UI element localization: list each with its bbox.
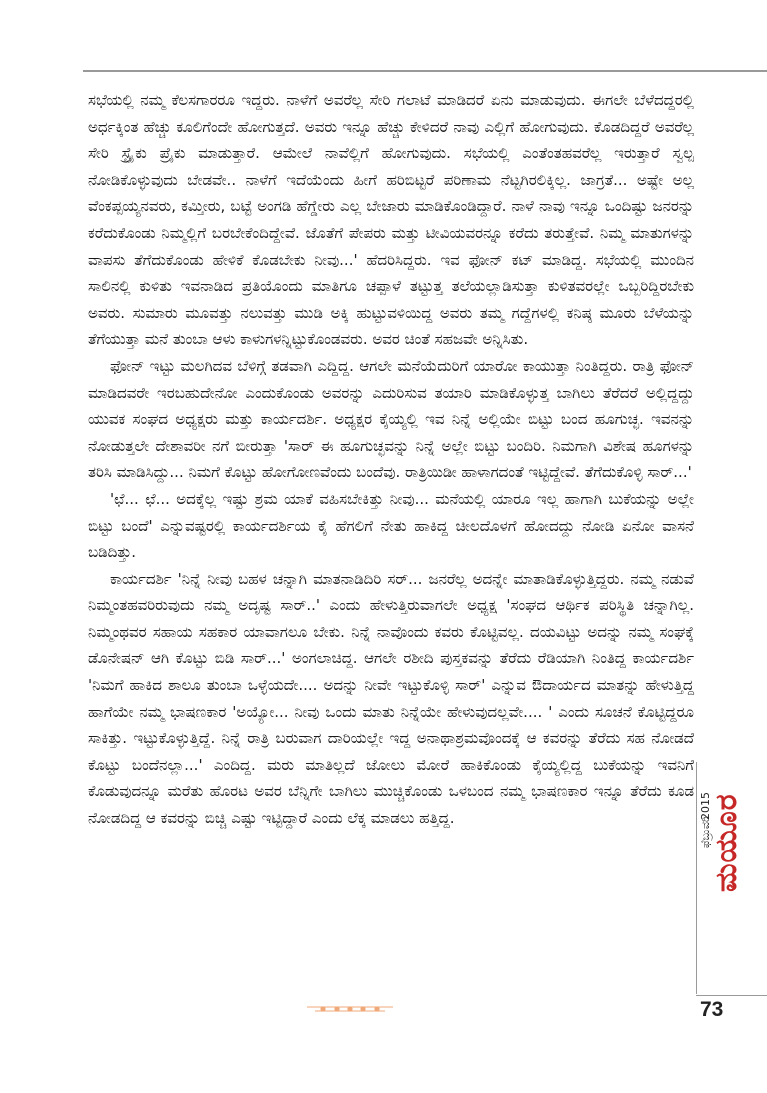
page-number: 73 [700,998,724,1021]
article-paragraph: ಸಭೆಯಲ್ಲಿ ನಮ್ಮ ಕೆಲಸಗಾರರೂ ಇದ್ದರು. ನಾಳೆಗೆ ಅವರೆಲ್ಲ ಸೇರಿ ಗಲಾಟೆ ಮಾಡಿದರೆ ಏನು ಮಾಡುವುದು. ಈಗಲೇ ಬೆಳೆದದ್ದರಲ್ಲಿ ಅರ್ಧಕ್ಕಿಂತ ಹೆಚ್ಚು ಕೂಲಿಗೆಂದೇ ಹೋಗುತ್ತದೆ. ಅವರು ಇನ್ನೂ ಹೆಚ್ಚು ಕೇಳಿದರೆ ನಾವು ಎಲ್ಲಿಗೆ ಹೋಗುವುದು. ಕೊಡದಿದ್ದರೆ ಅವರೆಲ್ಲ ಸೇರಿ ಸ್ಟ್ರೈಕು ಪ್ರೈಕು ಮಾಡುತ್ತಾರೆ. ಆಮೇಲೆ ನಾವೆಲ್ಲಿಗೆ ಹೋಗುವುದು. ಸಭೆಯಲ್ಲಿ ಎಂತೆಂತಹವರೆಲ್ಲ ಇರುತ್ತಾರೆ ಸ್ವಲ್ಪ ನೋಡಿಕೊಳ್ಳುವುದು ಬೇಡವೇ.. ನಾಳೆಗೆ ಇದೆಯೆಂದು ಹೀಗೆ ಹರಿಬಿಟ್ಟರೆ ಪರಿಣಾಮ ನೆಟ್ಟಗಿರಲಿಕ್ಕಿಲ್ಲ. ಜಾಗ್ರತೆ... ಅಷ್ಟೇ ಅಲ್ಲ ವೆಂಕಪ್ಪಯ್ಯನವರು, ಕಮ್ತೀರು, ಬಟ್ಟೆ ಅಂಗಡಿ ಹೆಗ್ಡೇರು ಎಲ್ಲ ಬೇಜಾರು ಮಾಡಿಕೊಂಡಿದ್ದಾರೆ. ನಾಳೆ ನಾವು ಇನ್ನೂ ಒಂದಿಷ್ಟು ಜನರನ್ನು ಕರೆದುಕೊಂಡು ನಿಮ್ಮಲ್ಲಿಗೆ ಬರಬೇಕೆಂದಿದ್ದೇವೆ. ಜೊತೆಗೆ ಪೇಪರು ಮತ್ತು ಟೀವಿಯವರನ್ನೂ ಕರೆದು ತರುತ್ತೇವೆ. ನಿಮ್ಮ ಮಾತುಗಳನ್ನು ವಾಪಸು ತೆಗೆದುಕೊಂಡು ಹೇಳಿಕೆ ಕೊಡಬೇಕು ನೀವು...' ಹೆದರಿಸಿದ್ದರು. ಇವ ಫೋನ್ ಕಟ್ ಮಾಡಿದ್ದ. ಸಭೆಯಲ್ಲಿ ಮುಂದಿನ ಸಾಲಿನಲ್ಲಿ ಕುಳಿತು ಇವನಾಡಿದ ಪ್ರತಿಯೊಂದು ಮಾತಿಗೂ ಚಪ್ಪಾಳೆ ತಟ್ಟುತ್ತ ತಲೆಯಲ್ಲಾಡಿಸುತ್ತಾ ಕುಳಿತವರಲ್ಲೇ ಒಬ್ಬರಿದ್ದಿರಬೇಕು ಅವರು. ಸುಮಾರು ಮೂವತ್ತು ನಲುವತ್ತು ಮುಡಿ ಅಕ್ಕಿ ಹುಟ್ಟುವಳಿಯಿದ್ದ ಅವರು ತಮ್ಮ ಗದ್ದೆಗಳಲ್ಲಿ ಕನಿಷ್ಠ ಮೂರು ಬೆಳೆಯನ್ನು ತೆಗೆಯುತ್ತಾ ಮನೆ ತುಂಬಾ ಆಳು ಕಾಳುಗಳನ್ನಿಟ್ಟುಕೊಂಡವರು. ಅವರ ಚಿಂತೆ ಸಹಜವೇ ಅನ್ನಿಸಿತು. [88,91,694,349]
issue-year: 2015 [699,792,712,820]
footer-ornament [307,1003,393,1015]
article-paragraph: ಫೋನ್ ಇಟ್ಟು ಮಲಗಿದವ ಬೆಳಿಗ್ಗೆ ತಡವಾಗಿ ಎದ್ದಿದ್ದ. ಆಗಲೇ ಮನೆಯೆದುರಿಗೆ ಯಾರೋ ಕಾಯುತ್ತಾ ನಿಂತಿದ್ದರು. ರಾತ್ರಿ ಫೋನ್ ಮಾಡಿದವರೇ ಇರಬಹುದೇನೋ ಎಂದುಕೊಂಡು ಅವರನ್ನು ಎದುರಿಸುವ ತಯಾರಿ ಮಾಡಿಕೊಳ್ಳುತ್ತ ಬಾಗಿಲು ತೆರೆದರೆ ಅಲ್ಲಿದ್ದದ್ದು ಯುವಕ ಸಂಘದ ಅಧ್ಯಕ್ಷರು ಮತ್ತು ಕಾರ್ಯದರ್ಶಿ. ಅಧ್ಯಕ್ಷರ ಕೈಯ್ಯಲ್ಲಿ ಇವ ನಿನ್ನೆ ಅಲ್ಲಿಯೇ ಬಿಟ್ಟು ಬಂದ ಹೂಗುಚ್ಛ. ಇವನನ್ನು ನೋಡುತ್ತಲೇ ದೇಶಾವರೀ ನಗೆ ಬೀರುತ್ತಾ 'ಸಾರ್ ಈ ಹೂಗುಚ್ಛವನ್ನು ನಿನ್ನೆ ಅಲ್ಲೇ ಬಿಟ್ಟು ಬಂದಿರಿ. ನಿಮಗಾಗಿ ವಿಶೇಷ ಹೂಗಳನ್ನು ತರಿಸಿ ಮಾಡಿಸಿದ್ದು... ನಿಮಗೆ ಕೊಟ್ಟು ಹೋಗೋಣವೆಂದು ಬಂದೆವು. ರಾತ್ರಿಯಿಡೀ ಹಾಳಾಗದಂತೆ ಇಟ್ಟಿದ್ದೇವೆ. ತೆಗೆದುಕೊಳ್ಳಿ ಸಾರ್...' [88,356,694,482]
article-body [88,87,694,832]
sidebar-divider [696,762,697,994]
article-paragraph: ಕಾರ್ಯದರ್ಶಿ 'ನಿನ್ನೆ ನೀವು ಬಹಳ ಚನ್ನಾಗಿ ಮಾತನಾಡಿದಿರಿ ಸರ್... ಜನರೆಲ್ಲ ಅದನ್ನೇ ಮಾತಾಡಿಕೊಳ್ಳುತ್ತಿದ್ದರು. ನಮ್ಮ ನಡುವೆ ನಿಮ್ಮಂತಹವರಿರುವುದು ನಮ್ಮ ಅದೃಷ್ಟ ಸಾರ್..' ಎಂದು ಹೇಳುತ್ತಿರುವಾಗಲೇ ಅಧ್ಯಕ್ಷ 'ಸಂಘದ ಆರ್ಥಿಕ ಪರಿಸ್ಥಿತಿ ಚನ್ನಾಗಿಲ್ಲ. ನಿಮ್ಮಂಥವರ ಸಹಾಯ ಸಹಕಾರ ಯಾವಾಗಲೂ ಬೇಕು. ನಿನ್ನೆ ನಾವೊಂದು ಕವರು ಕೊಟ್ಟಿವಲ್ಲ. ದಯವಿಟ್ಟು ಅದನ್ನು ನಮ್ಮ ಸಂಘಕ್ಕೆ ಡೊನೇಷನ್ ಆಗಿ ಕೊಟ್ಟು ಬಿಡಿ ಸಾರ್...' ಅಂಗಲಾಚಿದ್ದ. ಆಗಲೇ ರಶೀದಿ ಪುಸ್ತಕವನ್ನು ತೆರೆದು ರೆಡಿಯಾಗಿ ನಿಂತಿದ್ದ ಕಾರ್ಯದರ್ಶಿ 'ನಿಮಗೆ ಹಾಕಿದ ಶಾಲೂ ತುಂಬಾ ಒಳ್ಳೆಯದೇ.... ಅದನ್ನು ನೀವೇ ಇಟ್ಟುಕೊಳ್ಳಿ ಸಾರ್' ಎನ್ನುವ ಔದಾರ್ಯದ ಮಾತನ್ನು ಹೇಳುತ್ತಿದ್ದ ಹಾಗೆಯೇ ನಮ್ಮ ಭಾಷಣಕಾರ 'ಅಯ್ಯೋ... ನೀವು ಒಂದು ಮಾತು ನಿನ್ನೆಯೇ ಹೇಳುವುದಲ್ಲವೇ.... ' ಎಂದು ಸೂಚನೆ ಕೊಟ್ಟಿದ್ದರೂ ಸಾಕಿತ್ತು. ಇಟ್ಟುಕೊಳ್ಳುತ್ತಿದ್ದೆ. ನಿನ್ನೆ ರಾತ್ರಿ ಬರುವಾಗ ದಾರಿಯಲ್ಲೇ ಇದ್ದ ಅನಾಥಾಶ್ರಮವೊಂದಕ್ಕೆ ಆ ಕವರನ್ನು ತೆರೆದು ಸಹ ನೋಡದೆ ಕೊಟ್ಟು ಬಂದೆನಲ್ಲಾ...' ಎಂದಿದ್ದ. ಮರು ಮಾತಿಲ್ಲದೆ ಜೋಲು ಮೋರೆ ಹಾಕಿಕೊಂಡು ಕೈಯ್ಯಲ್ಲಿದ್ದ ಬುಕೆಯನ್ನು ಇವನಿಗೆ ಕೊಡುವುದನ್ನೂ ಮರೆತು ಹೊರಟ ಅವರ ಬೆನ್ನಿಗೇ ಬಾಗಿಲು ಮುಚ್ಚಿಕೊಂಡು ಒಳಬಂದ ನಮ್ಮ ಭಾಷಣಕಾರ ಇನ್ನೂ ತೆರೆದು ಕೂಡ ನೋಡದಿದ್ದ ಆ ಕವರನ್ನು ಬಿಚ್ಚಿ ಎಷ್ಟು ಇಟ್ಟಿದ್ದಾರೆ ಎಂದು ಲೆಕ್ಕ ಮಾಡಲು ಹತ್ತಿದ್ದ. [88,569,694,828]
page-number-rule [696,995,767,996]
issue-month: ಫೆಬ್ರುವರಿ [699,816,712,848]
article-paragraph: 'ಛೆ... ಛೆ... ಅದಕ್ಕೆಲ್ಲ ಇಷ್ಟು ಶ್ರಮ ಯಾಕೆ ವಹಿಸಬೇಕಿತ್ತು ನೀವು... ಮನೆಯಲ್ಲಿ ಯಾರೂ ಇಲ್ಲ ಹಾಗಾಗಿ ಬುಕೆಯನ್ನು ಅಲ್ಲೇ ಬಿಟ್ಟು ಬಂದೆ' ಎನ್ನುವಷ್ಟರಲ್ಲಿ ಕಾರ್ಯದರ್ಶಿಯ ಕೈ ಹೆಗಲಿಗೆ ನೇತು ಹಾಕಿದ್ದ ಚೀಲದೊಳಗೆ ಹೋದದ್ದು ನೋಡಿ ಏನೋ ವಾಸನೆ ಬಡಿದಿತ್ತು. [88,489,694,562]
header-rule [83,70,767,72]
magazine-masthead: ಮಯೂರ [709,793,744,892]
